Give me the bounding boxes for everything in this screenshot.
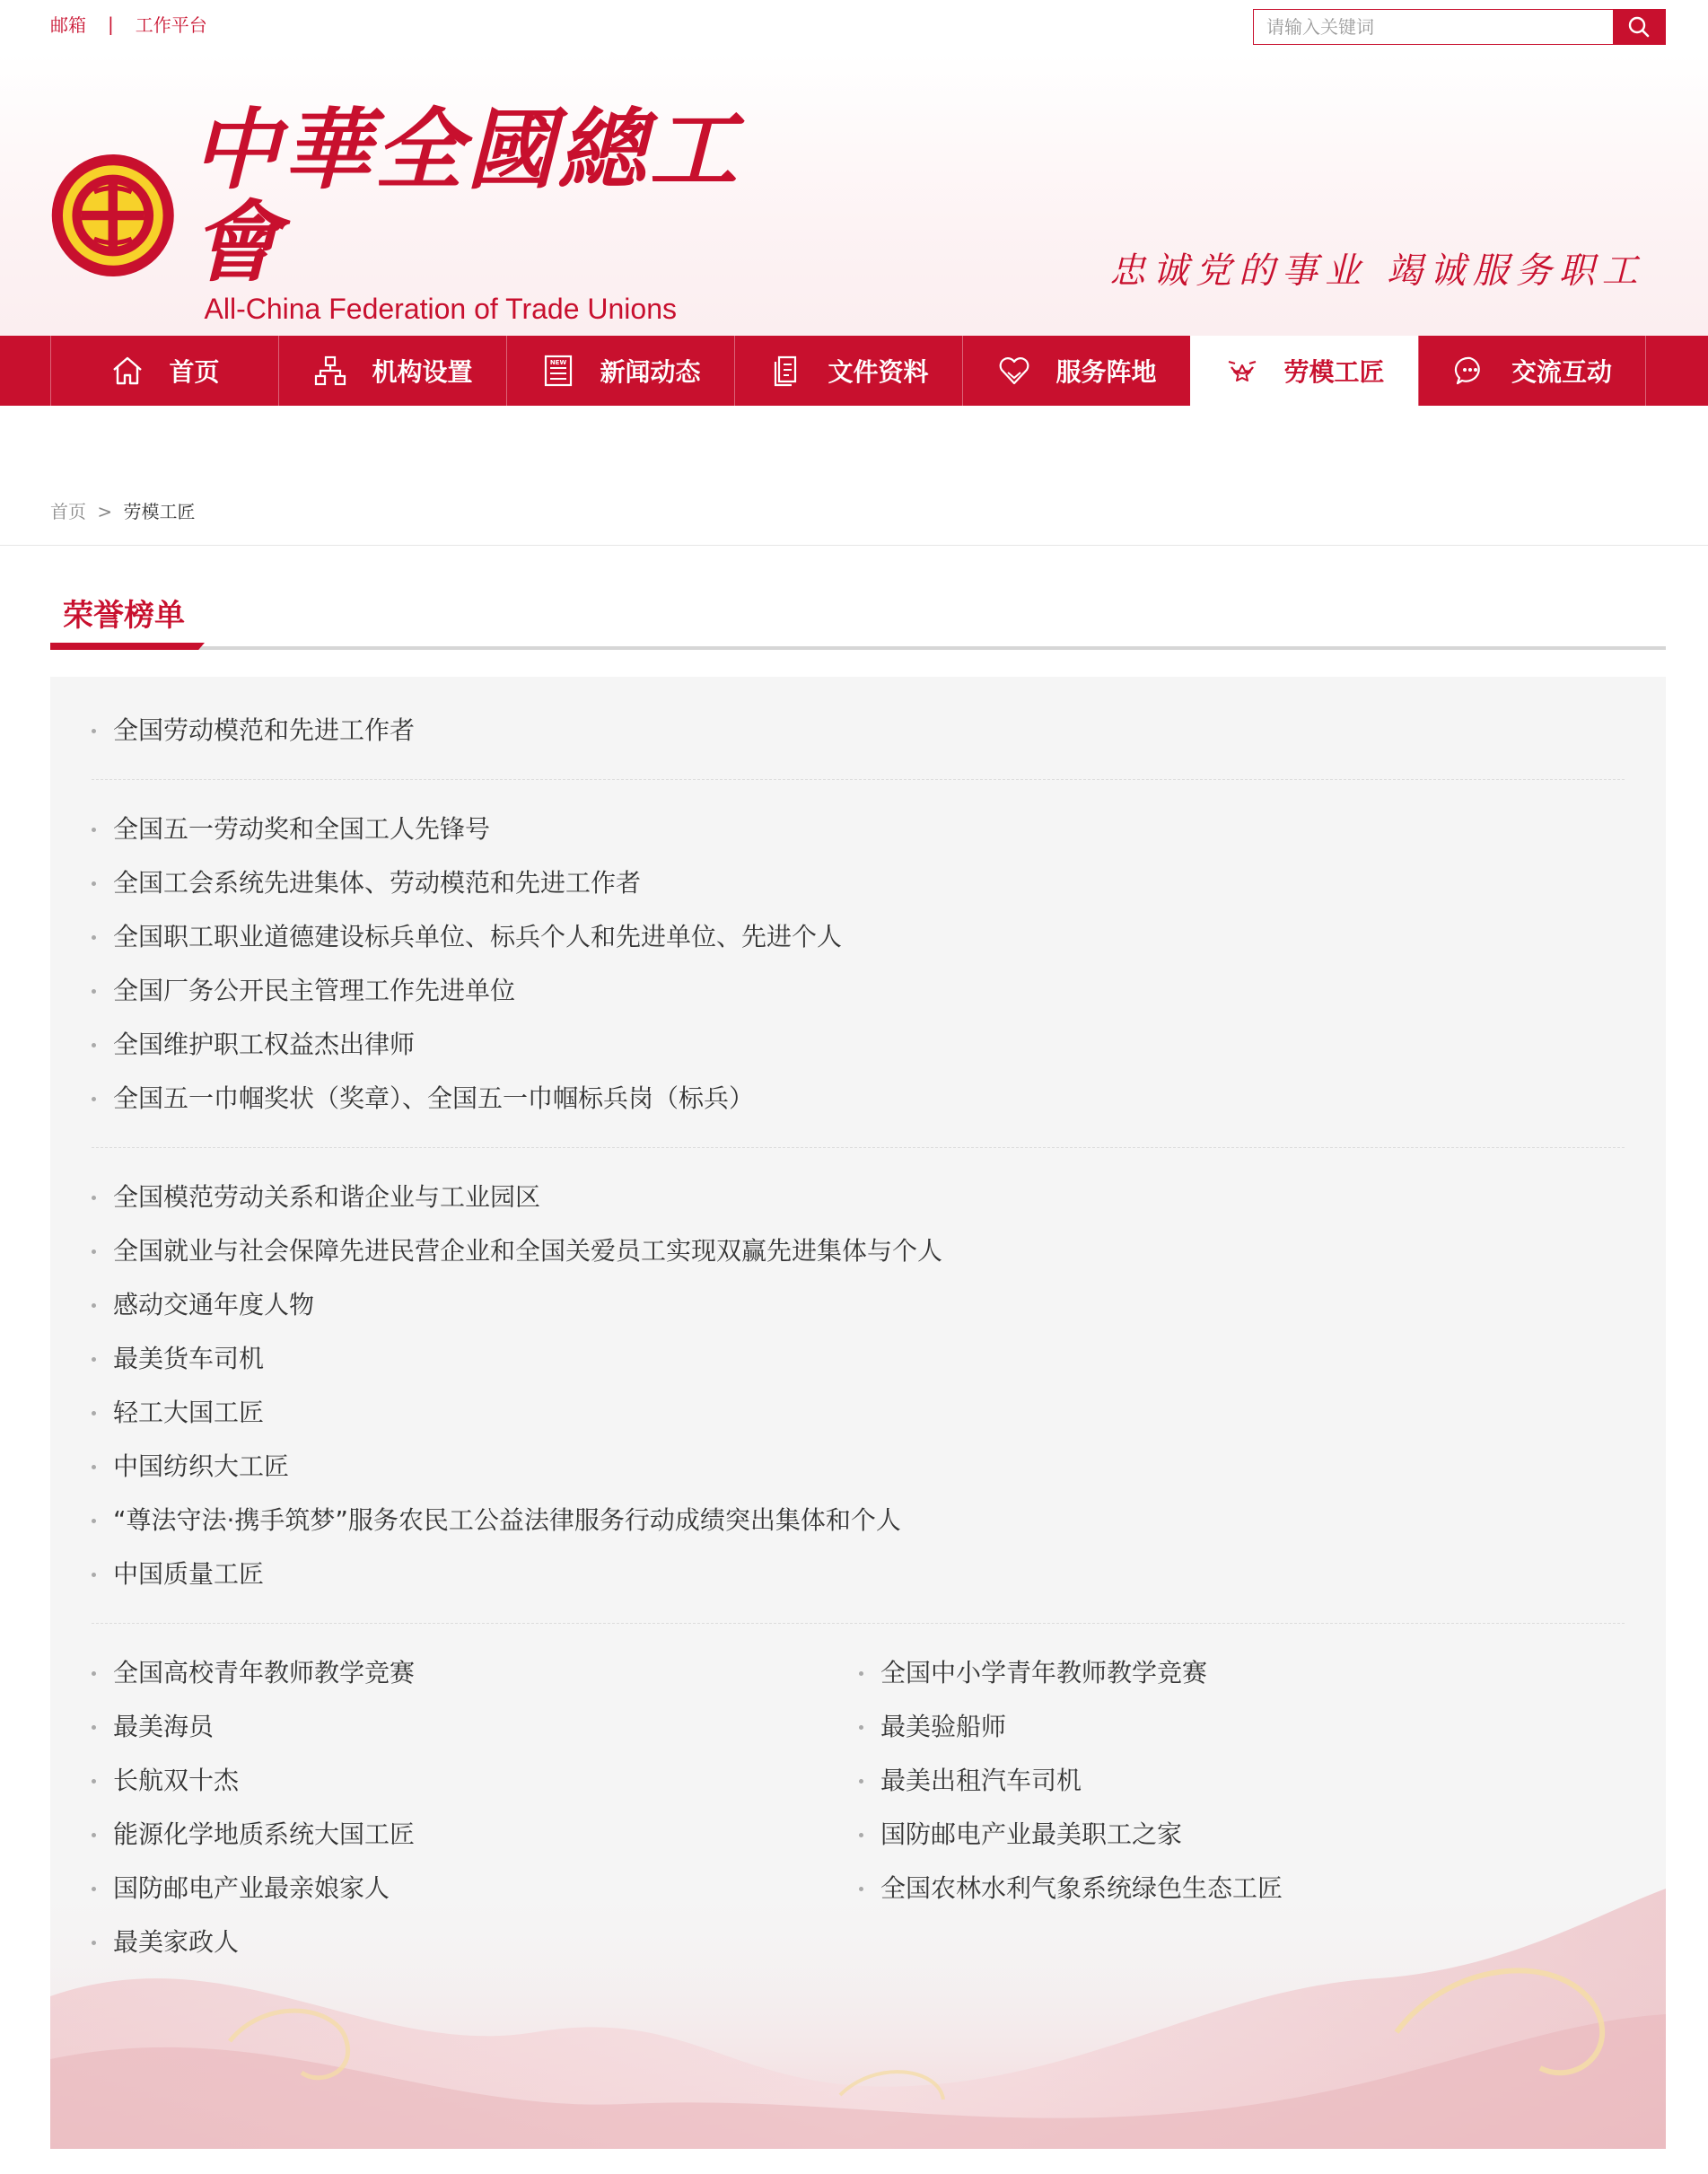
list-item[interactable]: 轻工大国工匠 (92, 1395, 264, 1431)
list-item[interactable]: 全国劳动模范和先进工作者 (92, 713, 415, 749)
site-header (0, 54, 1708, 336)
nav-item-service[interactable] (962, 336, 1190, 406)
heart-hand-icon (996, 353, 1032, 389)
list-item[interactable]: 全国农林水利气象系统绿色生态工匠 (859, 1871, 1283, 1907)
section-header (50, 585, 1666, 650)
list-item[interactable]: 最美家政人 (92, 1924, 239, 1960)
section-title: 荣誉榜单 (63, 598, 185, 634)
document-icon (768, 353, 804, 389)
list-item[interactable]: 最美出租汽车司机 (859, 1763, 1082, 1799)
nav-item-news[interactable] (506, 336, 734, 406)
site-logo[interactable] (50, 98, 750, 326)
logo-english-name: All-China Federation of Trade Unions (204, 293, 677, 326)
nav-item-organization[interactable] (278, 336, 506, 406)
breadcrumb (50, 497, 195, 523)
breadcrumb-current: 劳模工匠 (123, 501, 196, 522)
list-item[interactable]: 最美海员 (92, 1709, 214, 1745)
group-divider (92, 779, 1625, 780)
honors-panel (50, 677, 1666, 2149)
list-item[interactable]: 国防邮电产业最美职工之家 (859, 1817, 1182, 1853)
nav-item-label: 劳模工匠 (1283, 357, 1385, 387)
list-item[interactable]: 最美验船师 (859, 1709, 1006, 1745)
list-item[interactable]: 中国质量工匠 (92, 1556, 264, 1592)
nav-item-home[interactable] (50, 336, 278, 406)
search-box (1253, 9, 1666, 45)
list-item[interactable]: 全国五一劳动奖和全国工人先锋号 (92, 811, 490, 847)
nav-item-documents[interactable] (734, 336, 962, 406)
search-input[interactable] (1254, 10, 1613, 44)
mailbox-link[interactable]: 邮箱 (50, 14, 86, 36)
nav-item-label: 首页 (169, 357, 220, 387)
logo-chinese-name: 中華全國總工會 (191, 98, 741, 294)
breadcrumb-home-link[interactable]: 首页 (50, 501, 86, 522)
list-item[interactable]: 全国职工职业道德建设标兵单位、标兵个人和先进单位、先进个人 (92, 919, 842, 955)
nav-item-label: 机构设置 (372, 357, 473, 387)
chat-icon (1452, 353, 1488, 389)
breadcrumb-separator: > (97, 501, 113, 522)
svg-text:NEW: NEW (550, 359, 567, 366)
group-divider (92, 1147, 1625, 1148)
search-button[interactable] (1613, 10, 1665, 44)
nav-item-label: 服务阵地 (1055, 357, 1157, 387)
header-slogan: 忠诚党的事业 竭诚服务职工 (1109, 250, 1645, 292)
nav-item-label: 交流互动 (1511, 357, 1612, 387)
work-platform-link[interactable]: 工作平台 (135, 14, 207, 36)
section-title-accent (50, 643, 205, 650)
list-item[interactable]: 全国工会系统先进集体、劳动模范和先进工作者 (92, 865, 641, 901)
medal-icon (1224, 353, 1260, 389)
decorative-cloud-background (50, 1880, 1666, 2149)
breadcrumb-divider (0, 545, 1708, 546)
nav-item-model-workers[interactable] (1190, 336, 1418, 406)
list-item[interactable]: “尊法守法·携手筑梦”服务农民工公益法律服务行动成绩突出集体和个人 (92, 1503, 901, 1538)
home-icon (109, 353, 145, 389)
list-item[interactable]: 最美货车司机 (92, 1341, 264, 1377)
list-item[interactable]: 全国五一巾帼奖状（奖章）、全国五一巾帼标兵岗（标兵） (92, 1081, 754, 1117)
list-item[interactable]: 全国厂务公开民主管理工作先进单位 (92, 973, 515, 1009)
org-chart-icon (312, 353, 348, 389)
list-item[interactable]: 能源化学地质系统大国工匠 (92, 1817, 415, 1853)
list-item[interactable]: 全国中小学青年教师教学竞赛 (859, 1655, 1207, 1691)
news-icon (540, 353, 576, 389)
list-item[interactable]: 中国纺织大工匠 (92, 1449, 289, 1485)
nav-item-label: 新闻动态 (600, 357, 701, 387)
trade-union-emblem-icon (50, 144, 176, 287)
list-item[interactable]: 长航双十杰 (92, 1763, 239, 1799)
nav-item-communication[interactable] (1418, 336, 1646, 406)
nav-item-label: 文件资料 (828, 357, 929, 387)
search-icon (1627, 15, 1651, 39)
group-divider (92, 1623, 1625, 1624)
list-item[interactable]: 国防邮电产业最亲娘家人 (92, 1871, 390, 1907)
top-links-separator: | (108, 13, 114, 35)
list-item[interactable]: 感动交通年度人物 (92, 1287, 314, 1323)
top-links (50, 11, 207, 37)
top-bar (0, 0, 1708, 54)
list-item[interactable]: 全国就业与社会保障先进民营企业和全国关爱员工实现双赢先进集体与个人 (92, 1233, 942, 1269)
list-item[interactable]: 全国维护职工权益杰出律师 (92, 1027, 415, 1063)
main-nav (0, 336, 1708, 406)
section-title-underline (50, 646, 1666, 650)
list-item[interactable]: 全国高校青年教师教学竞赛 (92, 1655, 415, 1691)
list-item[interactable]: 全国模范劳动关系和谐企业与工业园区 (92, 1179, 540, 1215)
